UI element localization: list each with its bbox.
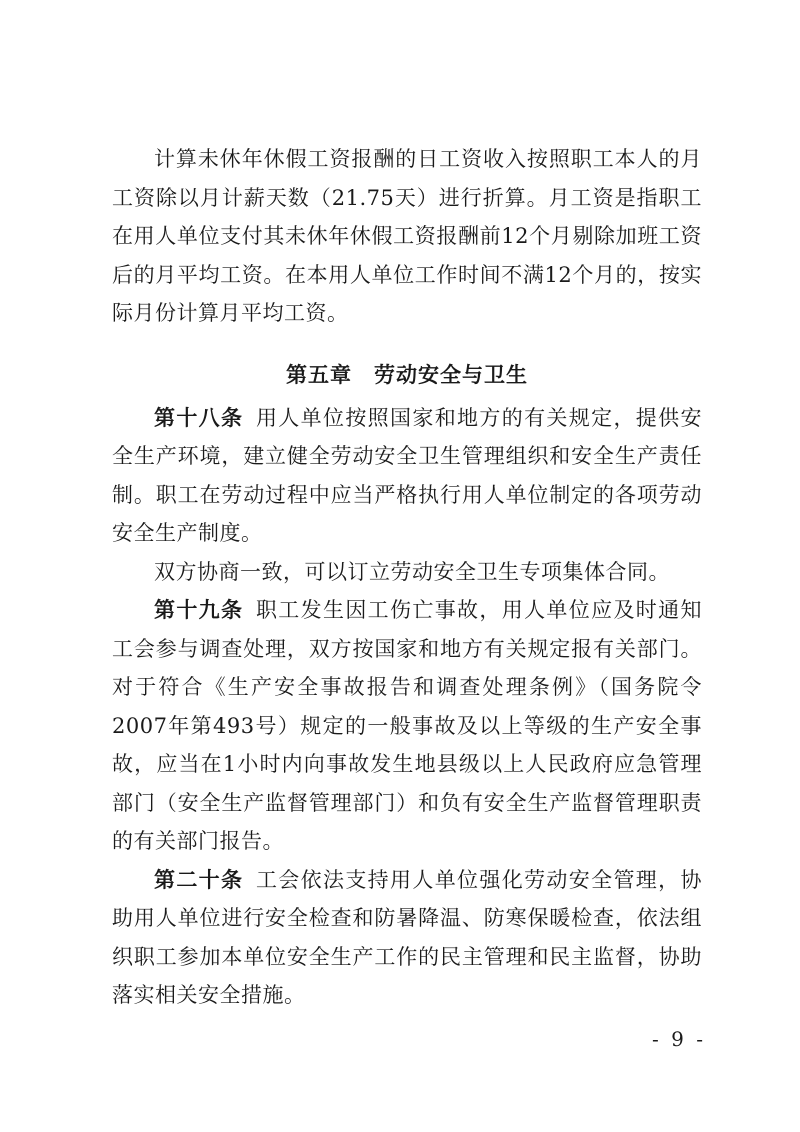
article-18-heading: 第十八条 xyxy=(154,405,244,430)
paragraph-wage-calculation: 计算未休年休假工资报酬的日工资收入按照职工本人的月工资除以月计薪天数（21.75天）进行折算。月工资是指职工在用人单位支付其未休年休假工资报酬前12个月剔除加班工资后的月平均工资。在本用人单位工作时间不满12个月的，按实际月份计算月平均工资。 xyxy=(112,147,702,325)
article-20 xyxy=(112,861,702,1015)
article-19 xyxy=(112,591,702,861)
article-18-supplement: 双方协商一致，可以订立劳动安全卫生专项集体合同。 xyxy=(154,559,670,584)
article-19-text: 职工发生因工伤亡事故，用人单位应及时通知工会参与调查处理，双方按国家和地方有关规定报有关部门。对于符合《生产安全事故报告和调查处理条例》（国务院令2007年第493号）规定的一般事故及以上等级的生产安全事故，应当在1小时内向事故发生地县级以上人民政府应急管理部门（安全生产监督管理部门）和负有安全生产监督管理职责的有关部门报告。 xyxy=(112,598,702,853)
article-18 xyxy=(112,399,702,553)
article-18-text: 用人单位按照国家和地方的有关规定，提供安全生产环境，建立健全劳动安全卫生管理组织和安全生产责任制。职工在劳动过程中应当严格执行用人单位制定的各项劳动安全生产制度。 xyxy=(112,405,702,545)
article-20-heading: 第二十条 xyxy=(154,867,244,892)
article-19-heading: 第十九条 xyxy=(154,598,244,622)
document-body xyxy=(112,140,702,1015)
chapter-title: 第五章 劳动安全与卫生 xyxy=(286,362,528,387)
page-number: - 9 - xyxy=(652,1027,706,1051)
article-20-text: 工会依法支持用人单位强化劳动安全管理，协助用人单位进行安全检查和防暑降温、防寒保暖检查，依法组织职工参加本单位安全生产工作的民主管理和民主监督，协助落实相关安全措施。 xyxy=(112,867,702,1007)
